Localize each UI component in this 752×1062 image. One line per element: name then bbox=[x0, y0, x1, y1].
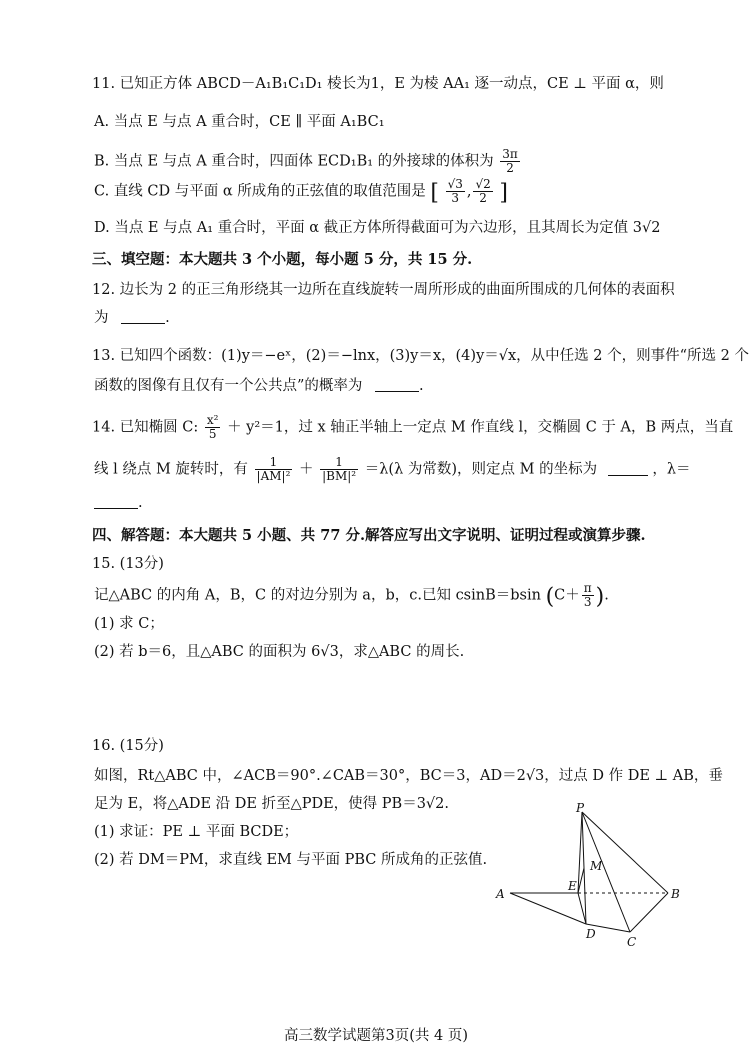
edge-cb bbox=[630, 893, 668, 932]
q15-pi-num: π bbox=[583, 581, 592, 595]
q11-b-num: 3π bbox=[502, 147, 518, 161]
label-b: B bbox=[671, 887, 680, 901]
q14-line2: 线 l 绕点 M 旋转时，有 $\frac{1}{\text{|AM|²}}$ ＋ $\frac{1}{\text{|BM|²}}$ ＝λ(λ 为常数)，则定点 M 的坐标为 ，λ＝ bbox=[94, 455, 691, 483]
q14-frac-am bbox=[255, 456, 293, 483]
q12-answer-blank[interactable] bbox=[121, 309, 165, 324]
page-footer: 高三数学试题第3页(共 4 页) bbox=[284, 1028, 468, 1044]
q14-ellipse-den: 5 bbox=[208, 427, 217, 441]
q14-frac-bm bbox=[320, 456, 358, 483]
q11-option-d: D. 当点 E 与点 A₁ 重合时，平面 α 截正方体所得截面可为六边形，且其周长为定值 3√2 bbox=[94, 220, 661, 236]
section-4-heading: 四、解答题：本大题共 5 小题、共 77 分.解答应写出文字说明、证明过程或演算步骤. bbox=[92, 527, 646, 544]
section-3-heading: 三、填空题：本大题共 3 个小题，每小题 5 分，共 15 分. bbox=[92, 251, 473, 268]
q11-option-a: A. 当点 E 与点 A 重合时，CE ∥ 平面 A₁BC₁ bbox=[94, 114, 385, 130]
q14-frac-am-den: |AM|² bbox=[256, 469, 291, 483]
q11-option-b bbox=[94, 148, 522, 175]
right-bracket: ] bbox=[499, 180, 508, 206]
label-a: A bbox=[496, 887, 505, 901]
geometry-figure bbox=[490, 800, 690, 950]
q14-line2-pre: 线 l 绕点 M 旋转时，有 bbox=[94, 461, 248, 478]
q15-stem-post: . bbox=[604, 587, 609, 604]
q14-ellipse-num: x² bbox=[206, 413, 219, 427]
q14-coord-blank[interactable] bbox=[608, 461, 648, 476]
q12-line2: 为 . bbox=[94, 310, 170, 326]
q11-c-num2: √2 bbox=[475, 177, 491, 191]
q11-option-b-text: B. 当点 E 与点 A 重合时，四面体 ECD₁B₁ 的外接球的体积为 bbox=[94, 153, 494, 170]
q15-part2: (2) 若 b＝6，且△ABC 的面积为 6√3，求△ABC 的周长. bbox=[94, 644, 465, 660]
q14-lambda-blank[interactable] bbox=[94, 494, 138, 509]
q13-answer-blank[interactable] bbox=[375, 377, 419, 392]
label-e: E bbox=[568, 879, 577, 893]
q16-part2: (2) 若 DM＝PM，求直线 EM 与平面 PBC 所成角的正弦值. bbox=[94, 852, 488, 868]
q14-frac-bm-num: 1 bbox=[320, 456, 358, 470]
edge-pb bbox=[582, 812, 668, 893]
q11-c-frac1 bbox=[446, 178, 465, 205]
q14-lambda-text: ，λ＝ bbox=[652, 461, 691, 478]
q15-title: 15. (13分) bbox=[92, 556, 164, 572]
q14-line3: . bbox=[94, 494, 143, 511]
q14-frac-bm-den: |BM|² bbox=[322, 469, 357, 483]
q13-line2: 函数的图像有且仅有一个公共点”的概率为 . bbox=[94, 378, 424, 394]
left-paren: ( bbox=[545, 584, 555, 610]
q14-line1 bbox=[92, 414, 733, 441]
q14-ellipse-frac bbox=[205, 414, 221, 441]
q15-pi-den: 3 bbox=[583, 595, 592, 609]
q11-c-frac2 bbox=[473, 178, 492, 205]
q15-pi-frac bbox=[582, 582, 594, 609]
q16-part1: (1) 求证：PE ⊥ 平面 BCDE； bbox=[94, 824, 299, 840]
right-paren: ) bbox=[595, 584, 605, 610]
q11-c-num1: √3 bbox=[447, 177, 463, 191]
q16-line1: 如图，Rt△ABC 中，∠ACB＝90°.∠CAB＝30°，BC＝3，AD＝2√3，过点 D 作 DE ⊥ AB，垂 bbox=[94, 768, 723, 784]
q11-b-den: 2 bbox=[506, 161, 514, 175]
q11-b-fraction bbox=[500, 148, 520, 175]
q11-option-c-text: C. 直线 CD 与平面 α 所成角的正弦值的取值范围是 bbox=[94, 183, 426, 200]
q16-title: 16. (15分) bbox=[92, 738, 164, 754]
q12-line2-text: 为 bbox=[94, 310, 109, 326]
left-bracket: [ bbox=[430, 180, 439, 206]
q11-stem: 11. 已知正方体 ABCD－A₁B₁C₁D₁ 棱长为1，E 为棱 AA₁ 逐一动点，CE ⊥ 平面 α，则 bbox=[92, 76, 664, 92]
q13-line2-text: 函数的图像有且仅有一个公共点”的概率为 bbox=[94, 378, 363, 394]
label-p: P bbox=[576, 801, 585, 815]
q12-line1: 12. 边长为 2 的正三角形绕其一边所在直线旋转一周所形成的曲面所围成的几何体的表面积 bbox=[92, 282, 675, 298]
q14-line1-pre: 14. 已知椭圆 C: bbox=[92, 419, 199, 436]
q11-option-c: C. 直线 CD 与平面 α 所成角的正弦值的取值范围是 [ $\frac{√3}{3}$ , $\frac{√2}{2}$ ] bbox=[94, 177, 508, 206]
label-m: M bbox=[590, 859, 603, 873]
q11-c-den2: 2 bbox=[479, 191, 487, 205]
label-d: D bbox=[586, 927, 596, 941]
q11-c-den1: 3 bbox=[451, 191, 460, 205]
q13-line1: 13. 已知四个函数：(1)y＝−eˣ，(2)＝−lnx，(3)y＝x，(4)y＝√x，从中任选 2 个，则事件“所选 2 个 bbox=[92, 348, 749, 364]
label-c: C bbox=[627, 935, 637, 949]
q16-line2: 足为 E，将△ADE 沿 DE 折至△PDE，使得 PB＝3√2. bbox=[94, 796, 450, 812]
q15-stem-inner: C＋ bbox=[554, 587, 580, 604]
q15-stem-pre: 记△ABC 的内角 A，B，C 的对边分别为 a，b，c.已知 csinB＝bsin bbox=[94, 587, 541, 604]
q14-line1-post: ＋ y²＝1，过 x 轴正半轴上一定点 M 作直线 l，交椭圆 C 于 A，B 两点，当直 bbox=[227, 419, 734, 436]
q15-stem bbox=[94, 582, 609, 610]
edge-ad bbox=[510, 893, 586, 924]
q14-frac-am-num: 1 bbox=[255, 456, 293, 470]
q14-line2-post: ＝λ(λ 为常数)，则定点 M 的坐标为 bbox=[364, 461, 598, 478]
q15-part1: (1) 求 C； bbox=[94, 616, 164, 632]
